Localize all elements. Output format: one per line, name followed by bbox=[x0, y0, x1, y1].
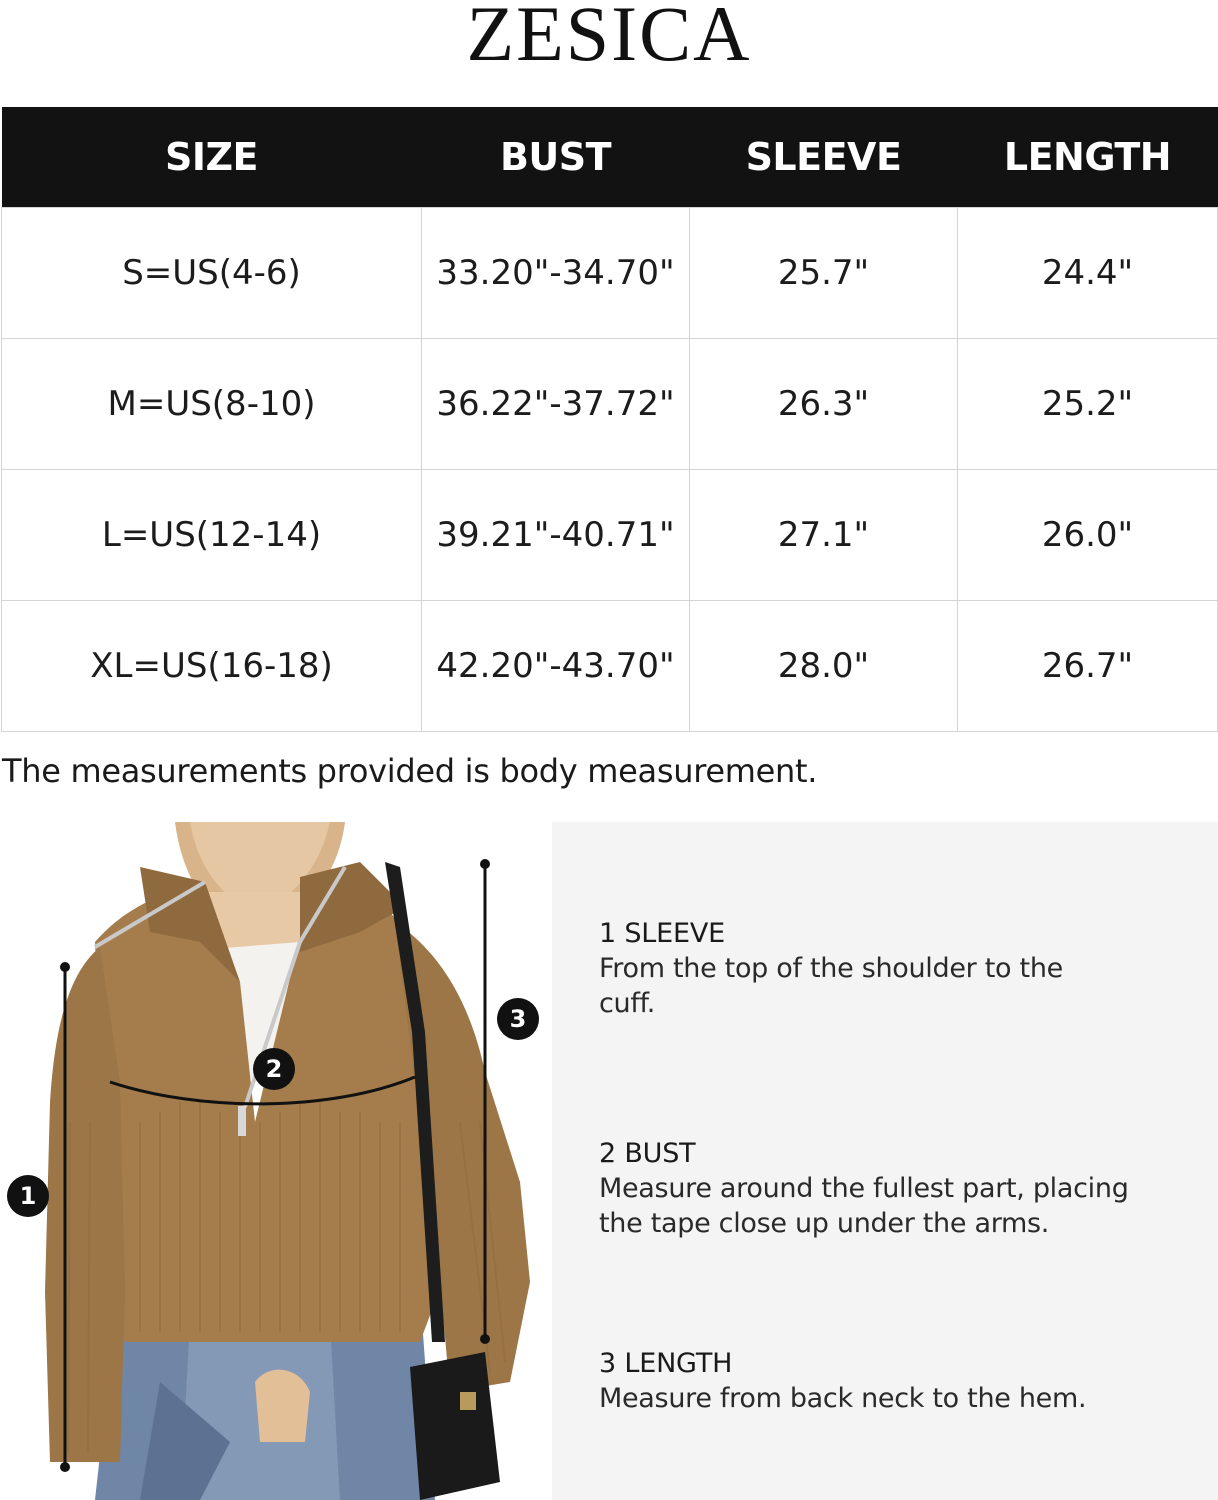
cell-length: 26.0" bbox=[958, 469, 1218, 600]
table-header-row bbox=[2, 107, 1218, 207]
cell-length: 24.4" bbox=[958, 207, 1218, 338]
header-sleeve: SLEEVE bbox=[690, 107, 958, 207]
cell-bust: 42.20"-43.70" bbox=[422, 600, 690, 731]
cell-size: L=US(12-14) bbox=[2, 469, 422, 600]
guide-title: 1 SLEEVE bbox=[599, 918, 725, 949]
cell-length: 25.2" bbox=[958, 338, 1218, 469]
guide-sleeve bbox=[599, 918, 1179, 1021]
cell-size: S=US(4-6) bbox=[2, 207, 422, 338]
brand-logo: ZESICA bbox=[466, 0, 752, 77]
cell-bust: 33.20"-34.70" bbox=[422, 207, 690, 338]
table-row bbox=[2, 469, 1218, 600]
guide-description: Measure from back neck to the hem. bbox=[599, 1383, 1087, 1414]
marker-3: 3 bbox=[497, 998, 539, 1040]
cell-sleeve: 27.1" bbox=[690, 469, 958, 600]
guide-title: 2 BUST bbox=[599, 1138, 696, 1169]
table-row bbox=[2, 338, 1218, 469]
marker-1: 1 bbox=[7, 1175, 49, 1217]
cell-bust: 36.22"-37.72" bbox=[422, 338, 690, 469]
cell-size: M=US(8-10) bbox=[2, 338, 422, 469]
cell-sleeve: 26.3" bbox=[690, 338, 958, 469]
table-row bbox=[2, 207, 1218, 338]
guide-length bbox=[599, 1348, 1179, 1416]
cell-length: 26.7" bbox=[958, 600, 1218, 731]
guide-title: 3 LENGTH bbox=[599, 1348, 733, 1379]
measurement-note: The measurements provided is body measurement. bbox=[2, 752, 818, 790]
cell-bust: 39.21"-40.71" bbox=[422, 469, 690, 600]
table-row bbox=[2, 600, 1218, 731]
product-photo bbox=[0, 822, 548, 1500]
guide-description: Measure around the fullest part, placing the tape close up under the arms. bbox=[599, 1173, 1129, 1239]
header-length: LENGTH bbox=[958, 107, 1218, 207]
measurement-guide-panel bbox=[552, 822, 1218, 1500]
marker-2: 2 bbox=[253, 1048, 295, 1090]
cell-size: XL=US(16-18) bbox=[2, 600, 422, 731]
header-bust: BUST bbox=[422, 107, 690, 207]
guide-description: From the top of the shoulder to the cuff. bbox=[599, 953, 1063, 1019]
header-size: SIZE bbox=[2, 107, 422, 207]
cell-sleeve: 25.7" bbox=[690, 207, 958, 338]
size-chart-table bbox=[1, 107, 1218, 732]
guide-bust bbox=[599, 1138, 1179, 1241]
cell-sleeve: 28.0" bbox=[690, 600, 958, 731]
